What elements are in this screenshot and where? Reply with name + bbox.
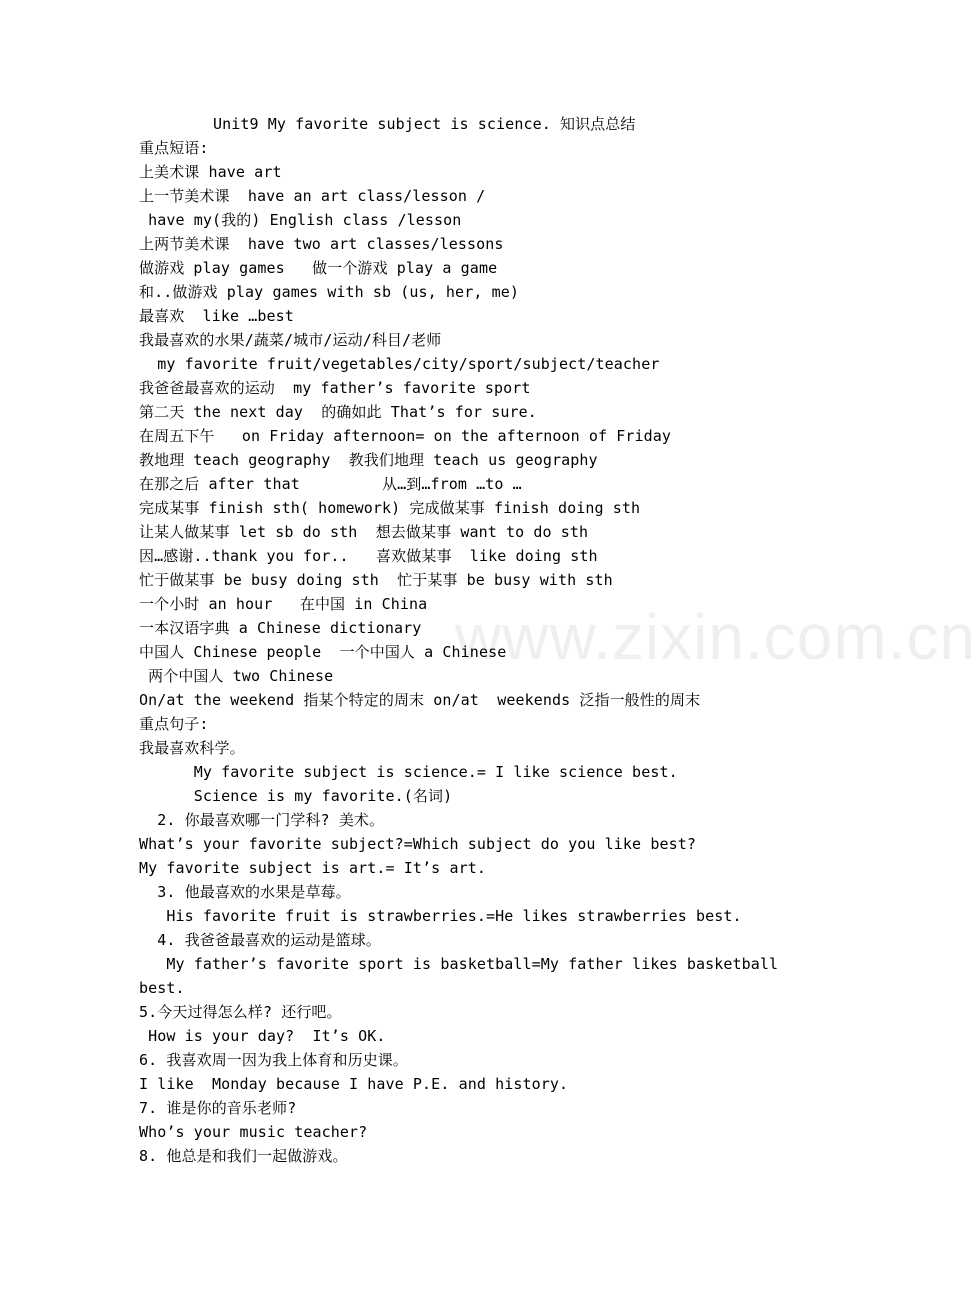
- sentence-line: How is your day? It’s OK.: [139, 1027, 386, 1045]
- document-title: Unit9 My favorite subject is science. 知识点总结: [213, 115, 636, 133]
- sentence-line: best.: [139, 979, 185, 997]
- phrase-line: 我爸爸最喜欢的运动 my father’s favorite sport: [139, 379, 531, 397]
- sentence-line: 6. 我喜欢周一因为我上体育和历史课。: [139, 1051, 408, 1069]
- sentence-line: Science is my favorite.(名词): [139, 787, 453, 805]
- watermark: www.zixin.com.cn: [455, 601, 976, 673]
- phrase-line: 上一节美术课 have an art class/lesson /: [139, 187, 486, 205]
- sentence-line: 4. 我爸爸最喜欢的运动是篮球。: [139, 931, 381, 949]
- sentence-line: 7. 谁是你的音乐老师?: [139, 1099, 297, 1117]
- phrase-line: have my(我的) English class /lesson: [139, 211, 462, 229]
- sentence-line: 5.今天过得怎么样? 还行吧。: [139, 1003, 342, 1021]
- phrase-line: 中国人 Chinese people 一个中国人 a Chinese: [139, 643, 507, 661]
- phrase-line: 一个小时 an hour 在中国 in China: [139, 595, 428, 613]
- phrase-line: 在周五下午 on Friday afternoon= on the afternoon of Friday: [139, 427, 672, 445]
- phrase-line: 因…感谢..thank you for.. 喜欢做某事 like doing sth: [139, 547, 598, 565]
- phrase-line: 我最喜欢的水果/蔬菜/城市/运动/科目/老师: [139, 331, 442, 349]
- phrase-line: 做游戏 play games 做一个游戏 play a game: [139, 259, 498, 277]
- phrase-line: 最喜欢 like …best: [139, 307, 294, 325]
- sentence-line: 2. 你最喜欢哪一门学科? 美术。: [139, 811, 385, 829]
- sentence-line: My father’s favorite sport is basketball=My father likes basketball: [139, 955, 779, 973]
- phrase-line: On/at the weekend 指某个特定的周末 on/at weekends 泛指一般性的周末: [139, 691, 701, 709]
- sentence-line: What’s your favorite subject?=Which subject do you like best?: [139, 835, 696, 853]
- phrase-line: 上美术课 have art: [139, 163, 282, 181]
- sentence-line: 我最喜欢科学。: [139, 739, 245, 757]
- phrase-line: 教地理 teach geography 教我们地理 teach us geography: [139, 451, 598, 469]
- phrase-line: 和..做游戏 play games with sb (us, her, me): [139, 283, 519, 301]
- phrase-line: 一本汉语字典 a Chinese dictionary: [139, 619, 422, 637]
- sentence-line: 8. 他总是和我们一起做游戏。: [139, 1147, 348, 1165]
- sentence-line: I like Monday because I have P.E. and history.: [139, 1075, 569, 1093]
- sentences-heading: 重点句子:: [139, 715, 209, 733]
- sentence-line: Who’s your music teacher?: [139, 1123, 368, 1141]
- sentence-line: My favorite subject is science.= I like science best.: [139, 763, 678, 781]
- sentence-line: 3. 他最喜欢的水果是草莓。: [139, 883, 351, 901]
- phrase-line: 上两节美术课 have two art classes/lessons: [139, 235, 504, 253]
- phrase-line: 第二天 the next day 的确如此 That’s for sure.: [139, 403, 537, 421]
- sentence-line: My favorite subject is art.= It’s art.: [139, 859, 486, 877]
- phrases-heading: 重点短语:: [139, 139, 209, 157]
- sentence-line: His favorite fruit is strawberries.=He likes strawberries best.: [139, 907, 742, 925]
- phrase-line: 在那之后 after that 从…到…from …to …: [139, 475, 522, 493]
- phrase-line: 让某人做某事 let sb do sth 想去做某事 want to do sth: [139, 523, 589, 541]
- phrase-line: 完成某事 finish sth( homework) 完成做某事 finish doing sth: [139, 499, 641, 517]
- phrase-line: my favorite fruit/vegetables/city/sport/subject/teacher: [139, 355, 660, 373]
- phrase-line: 忙于做某事 be busy doing sth 忙于某事 be busy with sth: [139, 571, 613, 589]
- phrase-line: 两个中国人 two Chinese: [139, 667, 334, 685]
